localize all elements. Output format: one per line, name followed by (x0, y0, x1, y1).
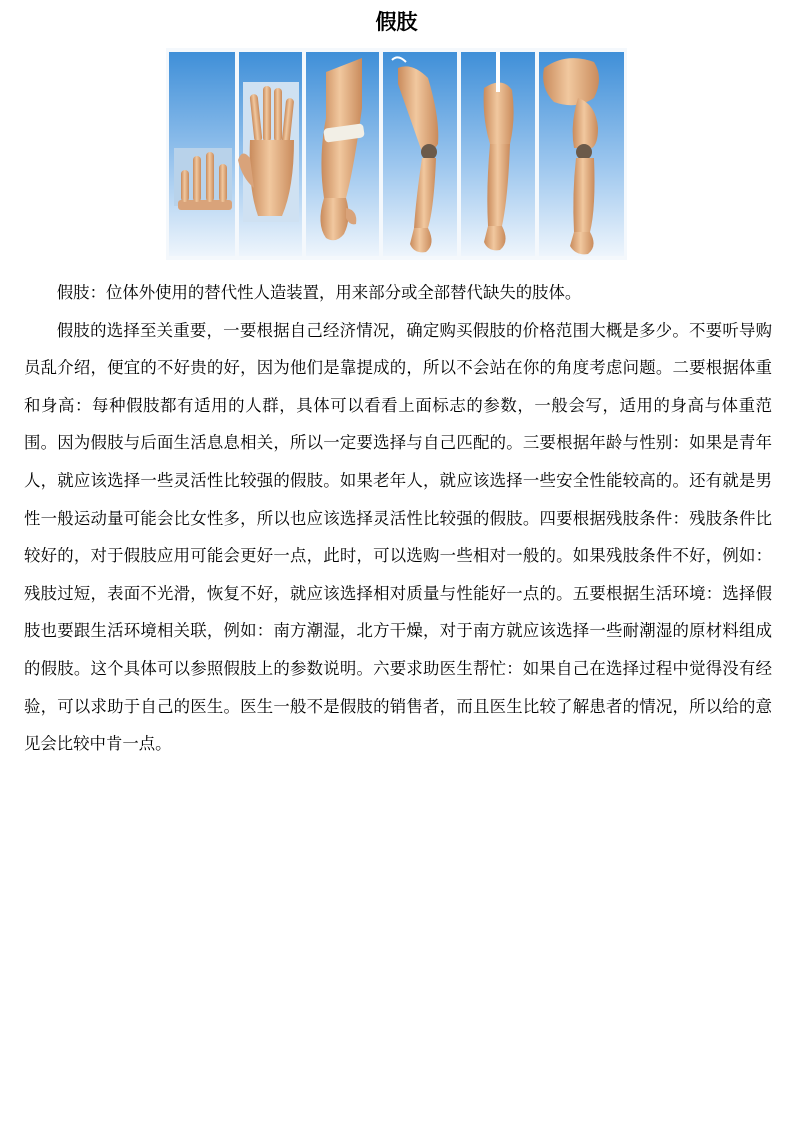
prosthesis-figure (166, 48, 627, 260)
selection-guide-paragraph: 假肢的选择至关重要，一要根据自己经济情况，确定购买假肢的价格范围大概是多少。不要听导购员乱介绍，便宜的不好贵的好，因为他们是靠提成的，所以不会站在你的角度考虑问题。二要根据体重和身高：每种假肢都有适用的人群，具体可以看看上面标志的参数，一般会写，适用的身高与体重范围。因为假肢与后面生活息息相关，所以一定要选择与自己匹配的。三要根据年龄与性别：如果是青年人，就应该选择一些灵活性比较强的假肢。如果老年人，就应该选择一些安全性能较高的。还有就是男性一般运动量可能会比女性多，所以也应该选择灵活性比较强的假肢。四要根据残肢条件：残肢条件比较好的，对于假肢应用可能会更好一点，此时，可以选购一些相对一般的。如果残肢条件不好，例如：残肢过短，表面不光滑，恢复不好，就应该选择相对质量与性能好一点的。五要根据生活环境：选择假肢也要跟生活环境相关联，例如：南方潮湿，北方干燥，对于南方就应该选择一些耐潮湿的原材料组成的假肢。这个具体可以参照假肢上的参数说明。六要求助医生帮忙：如果自己在选择过程中觉得没有经验，可以求助于自己的医生。医生一般不是假肢的销售者，而且医生比较了解患者的情况，所以给的意见会比较中肯一点。 (24, 320, 772, 754)
shoulder-prosthesis-icon (539, 52, 624, 256)
prosthetic-fingers-icon (169, 52, 235, 256)
above-elbow-prosthesis-icon (383, 52, 457, 256)
prosthetic-hand-icon (238, 52, 302, 256)
definition-paragraph: 假肢：位体外使用的替代性人造装置，用来部分或全部替代缺失的肢体。 (56, 283, 582, 302)
page-title: 假肢 (375, 10, 418, 34)
article-body (24, 274, 772, 763)
below-elbow-prosthesis-icon (306, 52, 379, 256)
elbow-prosthesis-icon (461, 52, 535, 256)
prosthesis-figure-svg (166, 48, 627, 260)
